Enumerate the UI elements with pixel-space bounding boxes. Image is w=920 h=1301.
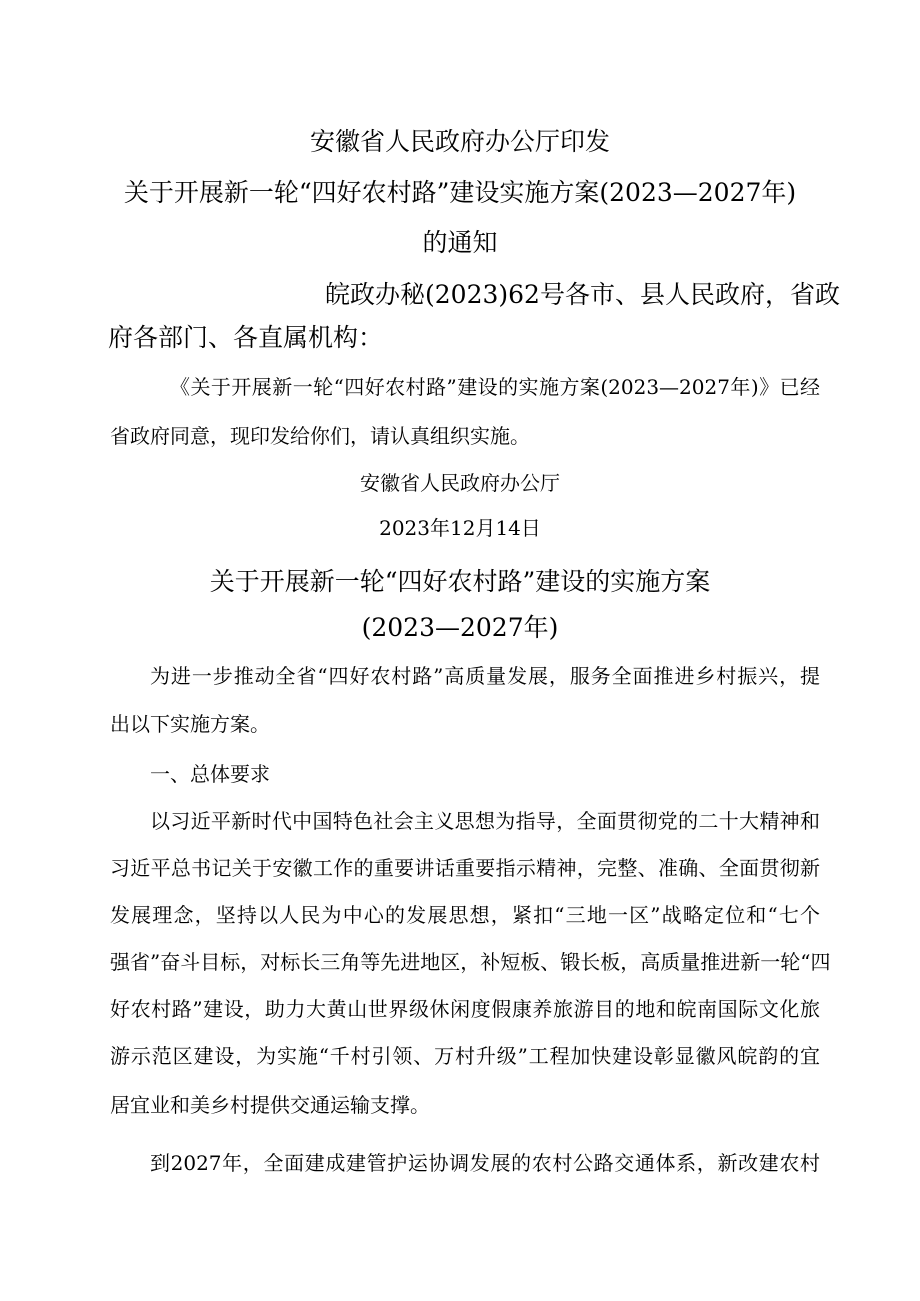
document-reference-line-1: 皖政办秘(2023)62号各市、县人民政府，省政 bbox=[325, 280, 840, 309]
signature-date: 2023年12月14日 bbox=[379, 516, 541, 540]
paragraph-1-line-7: 居宜业和美乡村提供交通运输支撑。 bbox=[110, 1093, 430, 1117]
notice-line-1: 《关于开展新一轮“四好农村路”建设的实施方案(2023—2027年)》已经 bbox=[170, 375, 820, 399]
plan-years: (2023—2027年) bbox=[361, 613, 559, 642]
notice-line-2: 省政府同意，现印发给你们，请认真组织实施。 bbox=[110, 424, 530, 448]
document-title-line-2: 关于开展新一轮“四好农村路”建设实施方案(2023—2027年) bbox=[123, 178, 797, 207]
document-reference-line-2: 府各部门、各直属机构： bbox=[108, 323, 384, 352]
paragraph-1-line-2: 习近平总书记关于安徽工作的重要讲话重要指示精神，完整、准确、全面贯彻新 bbox=[110, 856, 820, 880]
document-title-line-1: 安徽省人民政府办公厅印发 bbox=[309, 127, 610, 156]
paragraph-1-line-3: 发展理念，坚持以人民为中心的发展思想，紧扣“三地一区”战略定位和“七个 bbox=[110, 903, 820, 927]
section-heading-general-requirements: 一、总体要求 bbox=[150, 762, 270, 786]
paragraph-1-line-6: 游示范区建设，为实施“千村引领、万村升级”工程加快建设彰显徽风皖韵的宜 bbox=[110, 1044, 820, 1068]
paragraph-1-line-1: 以习近平新时代中国特色社会主义思想为指导，全面贯彻党的二十大精神和 bbox=[150, 809, 820, 833]
paragraph-1-line-5: 好农村路”建设，助力大黄山世界级休闲度假康养旅游目的地和皖南国际文化旅 bbox=[110, 997, 820, 1021]
plan-title: 关于开展新一轮“四好农村路”建设的实施方案 bbox=[209, 567, 711, 596]
document-title-line-3: 的通知 bbox=[422, 228, 498, 257]
signature-office: 安徽省人民政府办公厅 bbox=[360, 471, 560, 495]
paragraph-1-line-4: 强省”奋斗目标，对标长三角等先进地区，补短板、锻长板，高质量推进新一轮“四 bbox=[110, 950, 831, 974]
intro-paragraph-line-2: 出以下实施方案。 bbox=[110, 712, 270, 736]
paragraph-2-line-1: 到2027年，全面建成建管护运协调发展的农村公路交通体系，新改建农村 bbox=[150, 1151, 820, 1175]
intro-paragraph-line-1: 为进一步推动全省“四好农村路”高质量发展，服务全面推进乡村振兴，提 bbox=[150, 664, 820, 688]
